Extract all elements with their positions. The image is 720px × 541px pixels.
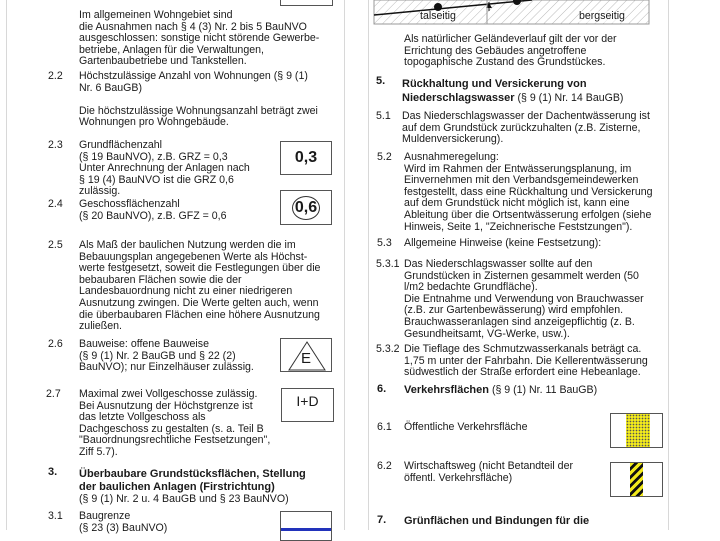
page-border-right xyxy=(668,0,669,530)
section-number: 5. xyxy=(376,75,386,87)
striped-fill xyxy=(630,463,643,496)
item-number: 5.2 xyxy=(377,151,392,163)
item-text: Allgemeine Hinweise (keine Festsetzung): xyxy=(404,237,602,249)
gfz-symbol: 0,6 xyxy=(292,196,320,220)
section-title: Verkehrsflächen xyxy=(404,384,489,396)
section-title: Grünflächen und Bindungen für die xyxy=(404,515,590,527)
wa-exceptions-text: Im allgemeinen Wohngebiet sind die Ausnahmen nach § 4 (3) Nr. 2 bis 5 BauNVO ausgeschlossen: sonstige nicht störende Gewerbe- betriebe, Anlagen für die Verwaltungen, Gartenbaubetriebe und Tankstellen. xyxy=(79,9,320,68)
public-traffic-symbol xyxy=(610,413,663,448)
item-text: Ausnahmeregelung: Wird im Rahmen der Entwässerungsplanung, im Einvernehmen mit den Verbandsgemeindewerken festgestellt, dass eine Rückhaltung und Versickerung auf dem Grundstück nicht möglich ist, kann eine Ableitung über die Ortsentwässerung erfolgen (siehe Hinweis, Seite 1, "Zeichnerische Feststzungen"). xyxy=(404,151,653,233)
geschosse-symbol: I+D xyxy=(281,388,334,422)
yellow-dotted-fill xyxy=(626,414,650,447)
section-heading xyxy=(404,385,597,397)
item-text: Die Tieflage des Schmutzwasserkanals beträgt ca. 1,75 m unter der Fahrbahn. Die Kellerentwässerung südwestlich der Straße erfordert eine Hebeanlage. xyxy=(404,343,648,379)
section-subtitle: (§ 9 (1) Nr. 2 u. 4 BauGB und § 23 BauNVO) xyxy=(79,493,289,505)
section-title: Rückhaltung und Versickerung von Niederschlagswasser xyxy=(402,78,587,104)
item-number: 5.1 xyxy=(376,110,391,122)
item-number: 2.6 xyxy=(48,338,63,350)
item-number: 2.2 xyxy=(48,70,63,82)
item-text: Höchstzulässige Anzahl von Wohnungen (§ 9 (1) Nr. 6 BauGB) Die höchstzulässige Wohnungsanzahl beträgt zwei Wohnungen pro Wohngebäude. xyxy=(79,70,318,129)
item-number: 5.3.1 xyxy=(376,258,400,270)
section-number: 3. xyxy=(48,466,58,478)
item-text: Bauweise: offene Bauweise (§ 9 (1) Nr. 2 BauGB und § 22 (2) BauNVO); nur Einzelhäuser zulässig. xyxy=(79,338,254,374)
baugrenze-symbol-box xyxy=(280,511,332,541)
item-text: Das Niederschlagswasser der Dachentwässerung ist auf dem Grundstück zurückzuhalten (z.B. Zisterne, Muldenversickerung). xyxy=(402,110,650,146)
farm-road-symbol xyxy=(610,462,663,497)
section-number: 6. xyxy=(377,383,387,395)
terrain-note: Als natürlicher Geländeverlauf gilt der vor der Errichtung des Gebäudes angetroffene topogaphische Zustand des Grundstückes. xyxy=(404,33,617,69)
page-border-middle-2 xyxy=(368,0,369,530)
section-subtitle: (§ 9 (1) Nr. 11 BauGB) xyxy=(489,384,598,396)
item-number: 6.2 xyxy=(377,460,392,472)
item-text: Maximal zwei Vollgeschosse zulässig. Bei Ausnutzung der Höchstgrenze ist das letzte Vollgeschoss als Dachgeschoss zu gestalten (s. a. Teil B "Bauordnungsrechtliche Festsetzungen", Ziff 5.7). xyxy=(79,388,271,458)
item-text: Öffentliche Verkehrsfläche xyxy=(404,421,528,433)
section-subtitle: (§ 9 (1) Nr. 14 BauGB) xyxy=(514,92,624,104)
grz-symbol: 0,3 xyxy=(280,141,332,175)
item-number: 3.1 xyxy=(48,510,63,522)
item-text: Baugrenze (§ 23 (3) BauNVO) xyxy=(79,510,168,534)
item-number: 2.4 xyxy=(48,198,63,210)
item-number: 2.3 xyxy=(48,139,63,151)
item-number: 2.7 xyxy=(46,388,61,400)
item-text: Grundflächenzahl (§ 19 BauNVO), z.B. GRZ = 0,3 Unter Anrechnung der Anlagen nach § 19 (4) BauNVO ist die GRZ 0,6 zulässig. xyxy=(79,139,250,198)
gfz-symbol-box xyxy=(280,190,332,225)
bauweise-symbol: E xyxy=(300,350,311,368)
diagram-label-valley: talseitig xyxy=(420,10,456,22)
page-border-left xyxy=(6,0,7,530)
item-text: Geschossflächenzahl (§ 20 BauNVO), z.B. GFZ = 0,6 xyxy=(79,198,227,222)
item-text: Das Niederschlagswasser sollte auf den Grundstücken in Zisternen gesammelt werden (50 l/m2 bedachte Grundfläche). Die Entnahme und Verwendung von Brauchwasser (z.B. zur Gartenbewässerung) wird empfohlen. Brauchwasseranlagen sind anzeigepflichtig (z. B. Gesundheitsamt, VG-Werke, usw.). xyxy=(404,258,644,340)
bauweise-symbol-box xyxy=(280,338,332,372)
item-number: 5.3 xyxy=(377,237,392,249)
item-text: Wirtschaftsweg (nicht Betandteil der öffentl. Verkehrsfläche) xyxy=(404,460,573,484)
diagram-label-mountain: bergseitig xyxy=(579,10,625,22)
section-number: 7. xyxy=(377,514,387,526)
page-border-middle xyxy=(344,0,345,530)
item-number: 5.3.2 xyxy=(376,343,400,355)
item-number: 6.1 xyxy=(377,421,392,433)
item-text: Als Maß der baulichen Nutzung werden die im Bebauungsplan angegebenen Werte als Höchst- werte festgesetzt, soweit die Festlegungen über die bebaubaren Flächen sowie die der Landesbauordnung nicht zu einer niedrigeren Ausnutzung zwingen. Die Werte gelten auch, wenn die überbaubaren Flächen eine höhere Ausnutzung zuließen. xyxy=(79,239,321,333)
section-title: Überbaubare Grundstücksflächen, Stellung der baulichen Anlagen (Firstrichtung) xyxy=(79,468,306,493)
symbol-box-top xyxy=(280,0,333,6)
item-number: 2.5 xyxy=(48,239,63,251)
section-heading xyxy=(402,77,623,105)
